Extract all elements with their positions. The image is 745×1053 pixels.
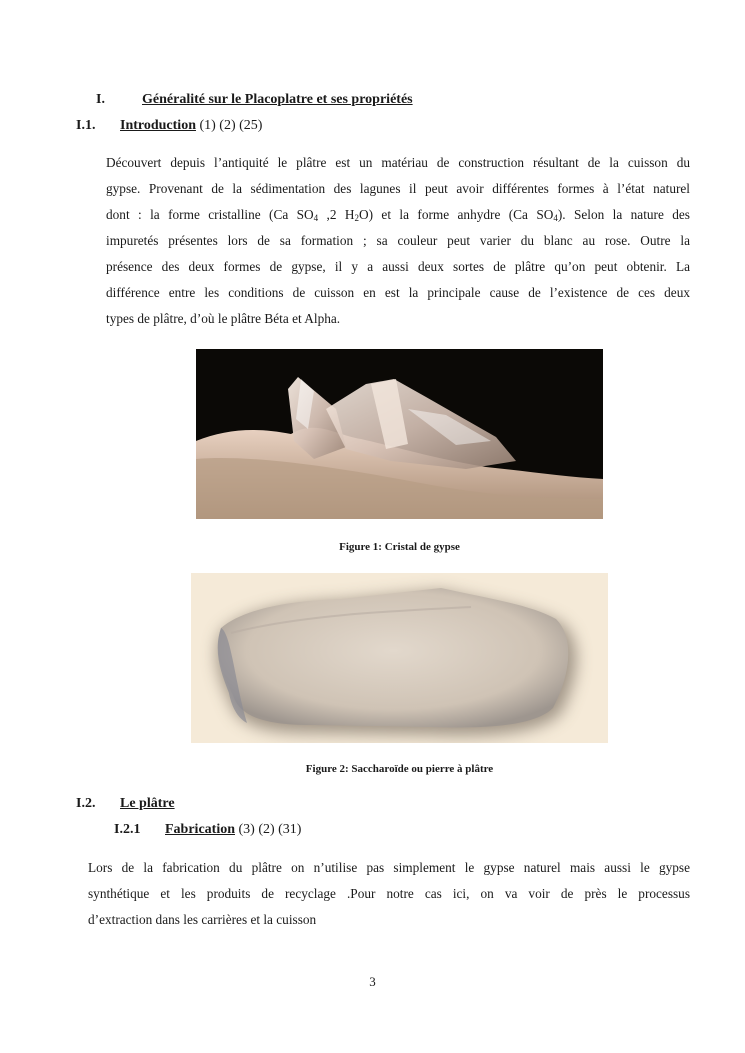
paragraph-line: dont : la forme cristalline (Ca $SO_4$ ,2 $H_2O$) et la forme anhydre (Ca $SO_4$). Selon la nature des [106, 207, 690, 223]
paragraph-line: présence des deux formes de gypse, il y a aussi deux sortes de plâtre qu’on peut obtenir. La [106, 259, 690, 274]
subsection-number: I.2. [76, 796, 96, 811]
subsection-number: I.1. [76, 118, 96, 133]
intro-paragraph [106, 150, 690, 332]
subsubsection-refs: (3) (2) (31) [235, 822, 302, 837]
subsubsection-number: I.2.1 [114, 822, 141, 837]
section-title: Généralité sur le Placoplatre et ses propriétés [142, 92, 413, 107]
figure-2-photo [191, 573, 608, 743]
paragraph-line: Lors de la fabrication du plâtre on n’utilise pas simplement le gypse naturel mais aussi le gypse [88, 860, 690, 875]
section-number: I. [96, 92, 105, 107]
paragraph-line: d’extraction dans les carrières et la cuisson [88, 912, 317, 927]
subsubsection-title: Fabrication [165, 822, 235, 837]
page-number: 3 [369, 974, 376, 989]
figure-1-caption: Figure 1: Cristal de gypse [339, 541, 460, 553]
figure-1-photo [196, 349, 603, 519]
subsection-title: Introduction [120, 118, 196, 133]
paragraph-line: gypse. Provenant de la sédimentation des lagunes il peut avoir différentes formes à l’état naturel [106, 181, 690, 196]
paragraph-line: impuretés présentes lors de sa formation ; sa couleur peut varier du blanc au rose. Outre la [106, 233, 690, 248]
paragraph-line: synthétique et les produits de recyclage .Pour notre cas ici, on va voir de près le processus [88, 886, 690, 901]
paragraph-line: Découvert depuis l’antiquité le plâtre est un matériau de construction résultant de la cuisson du [106, 155, 690, 170]
paragraph-line: différence entre les conditions de cuisson en est la principale cause de l’existence de ces deux [106, 285, 690, 300]
subsubsection-heading-I21 [165, 822, 301, 838]
subsection-refs: (1) (2) (25) [195, 118, 263, 133]
fabrication-paragraph [88, 855, 690, 933]
subsection-title: Le plâtre [120, 796, 175, 811]
subsection-heading-I1 [120, 118, 262, 134]
figure-2-caption: Figure 2: Saccharoïde ou pierre à plâtre [305, 763, 494, 775]
section-heading-I [96, 92, 105, 108]
paragraph-line: types de plâtre, d’où le plâtre Béta et Alpha. [106, 311, 341, 326]
